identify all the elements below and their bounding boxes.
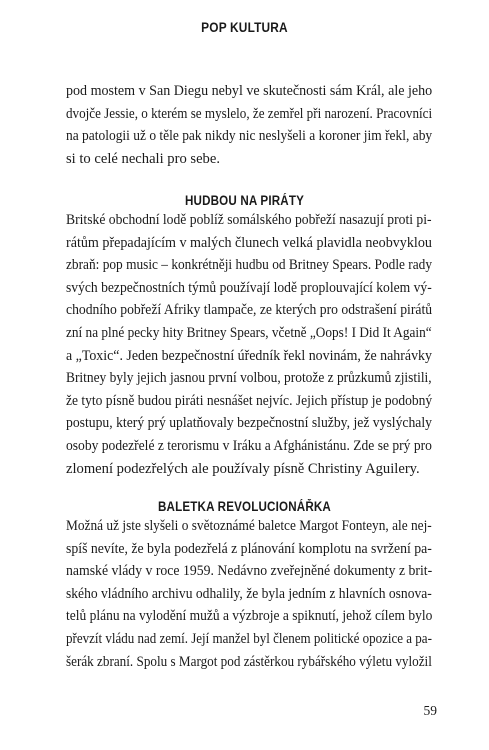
section-heading-baletka-revolucionarka: BALETKA REVOLUCIONÁŘKA xyxy=(158,499,331,514)
page-number: 59 xyxy=(423,703,437,718)
text-line: zbraň: pop music – konkrétněji hudbu od Britney Spears. Podle rady xyxy=(66,257,433,274)
text-line: dvojče Jessie, o kterém se myslelo, že zemřel při narození. Pracovníci xyxy=(66,105,433,122)
text-line: zní na plné pecky hity Britney Spears, včetně „Oops! I Did It Again“ xyxy=(66,324,432,341)
running-head: POP KULTURA xyxy=(201,20,288,35)
paragraph-ballerina xyxy=(66,515,432,673)
text-line: postupu, který prý uplatňovaly bezpečnostní služby, jež vyslýchaly xyxy=(66,415,432,432)
text-line: Britské obchodní lodě poblíž somálského pobřeží nasazují proti pi- xyxy=(66,212,432,228)
text-line: chodního pobřeží Afriky tlampače, ze kterých pro odstrašení pirátů xyxy=(66,302,433,319)
text-line: na patologii už o těle pak nikdy nic neslyšeli a koroner jim řekl, aby xyxy=(66,128,433,145)
paragraph-continued xyxy=(66,80,432,170)
text-line: si to celé nechali pro sebe. xyxy=(66,150,220,167)
text-line: šerák zbraní. Spolu s Margot pod zástěrkou rybářského výletu vyložil xyxy=(66,653,432,670)
text-line: rátům přepadajícím v malých člunech velká plavidla neobvyklou xyxy=(66,234,432,251)
text-line: a „Toxic“. Jeden bezpečnostní úředník řekl novinám, že nahrávky xyxy=(66,347,432,364)
text-line: namské vlády v roce 1959. Nedávno zveřejněné dokumenty z brit- xyxy=(66,563,433,580)
text-line: telů plánu na vylodění mužů a výzbroje a spiknutí, jehož cílem bylo xyxy=(66,608,433,625)
text-line: zlomení podezřelých ale používaly písně Christiny Aguilery. xyxy=(66,460,420,477)
paragraph-pirates xyxy=(66,209,432,480)
text-line: převzít vládu nad zemí. Její manžel byl členem politické opozice a pa- xyxy=(66,630,432,647)
text-line: svých bezpečnostních týmů používají lodě proplouvající kolem vý- xyxy=(66,279,432,296)
section-heading-hudbou-na-piraty: HUDBOU NA PIRÁTY xyxy=(184,193,305,208)
text-line: Možná už jste slyšeli o světoznámé baletce Margot Fonteyn, ale nej- xyxy=(66,518,432,534)
text-line: že tyto písně budou piráti nesnášet nejvíc. Jejich přístup je podobný xyxy=(66,392,433,409)
text-line: spíš nevíte, že byla podezřelá z plánování komplotu na svržení pa- xyxy=(66,540,432,557)
text-line: pod mostem v San Diegu nebyl ve skutečnosti sám Král, ale jeho xyxy=(66,83,433,99)
text-line: Britney byly jejich jasnou první volbou, protože z průzkumů zjistili, xyxy=(66,370,432,387)
text-line: osoby podezřelé z terorismu v Iráku a Afghánistánu. Zde se prý pro xyxy=(66,437,432,454)
text-line: ského vládního archivu odhalily, že byla jedním z hlavních osnova- xyxy=(66,585,432,602)
